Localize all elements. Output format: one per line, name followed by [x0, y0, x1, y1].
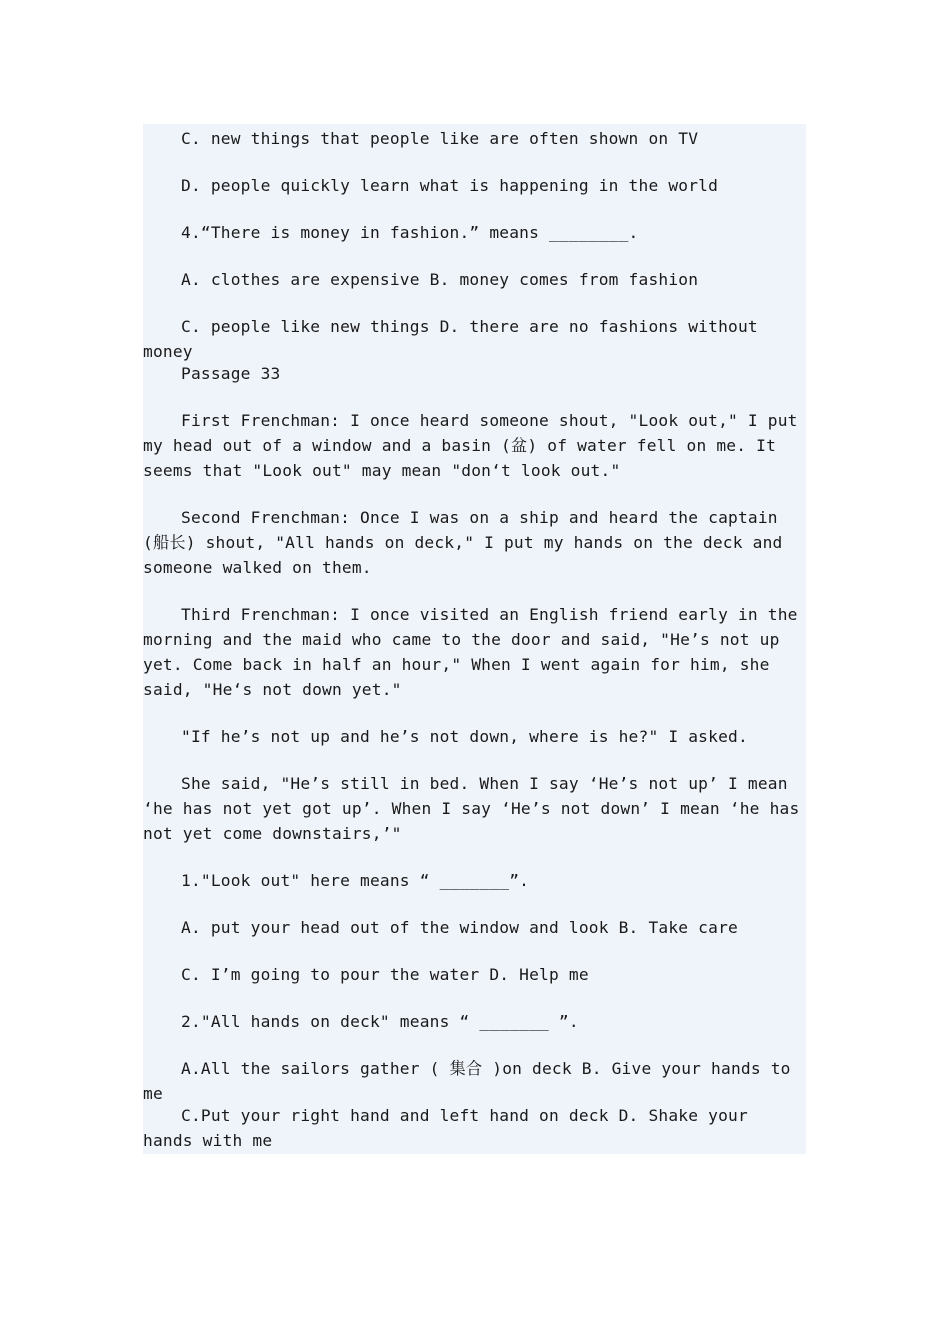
option-line: A. put your head out of the window and look B. Take care — [181, 918, 738, 937]
question-line: 1."Look out" here means “ _______”. — [181, 871, 530, 890]
option-line: C.Put your right hand and left hand on deck D. Shake your hands with me — [143, 1106, 758, 1150]
question-line: 4.“There is money in fashion.” means ________. — [181, 223, 639, 242]
passage-paragraph: She said, "He’s still in bed. When I say ‘He’s not up’ I mean ‘he has not yet got up’. When I say ‘He’s not down’ I mean ‘he has not yet come downstairs,’" — [143, 774, 810, 843]
document-content — [143, 124, 810, 1154]
passage-paragraph: "If he’s not up and he’s not down, where is he?" I asked. — [181, 727, 748, 746]
passage-paragraph: Second Frenchman: Once I was on a ship and heard the captain (船长) shout, "All hands on deck," I put my hands on the deck and someone walked on them. — [143, 508, 793, 577]
option-line: D. people quickly learn what is happening in the world — [181, 176, 719, 195]
option-line: A.All the sailors gather ( 集合 )on deck B. Give your hands to me — [143, 1059, 801, 1103]
passage-heading: Passage 33 — [181, 364, 281, 383]
question-line: 2."All hands on deck" means “ _______ ”. — [181, 1012, 579, 1031]
option-line: C. I’m going to pour the water D. Help me — [181, 965, 589, 984]
passage-paragraph: First Frenchman: I once heard someone shout, "Look out," I put my head out of a window and a basin (盆) of water fell on me. It seems that "Look out" may mean "don‘t look out." — [143, 411, 808, 480]
passage-paragraph: Third Frenchman: I once visited an English friend early in the morning and the maid who came to the door and said, "He’s not up yet. Come back in half an hour," When I went again for him, she said, "He‘s not down yet." — [143, 605, 808, 699]
option-line: A. clothes are expensive B. money comes from fashion — [181, 270, 699, 289]
option-line: C. people like new things D. there are no fashions without money — [143, 317, 768, 361]
option-line: C. new things that people like are often shown on TV — [181, 129, 699, 148]
